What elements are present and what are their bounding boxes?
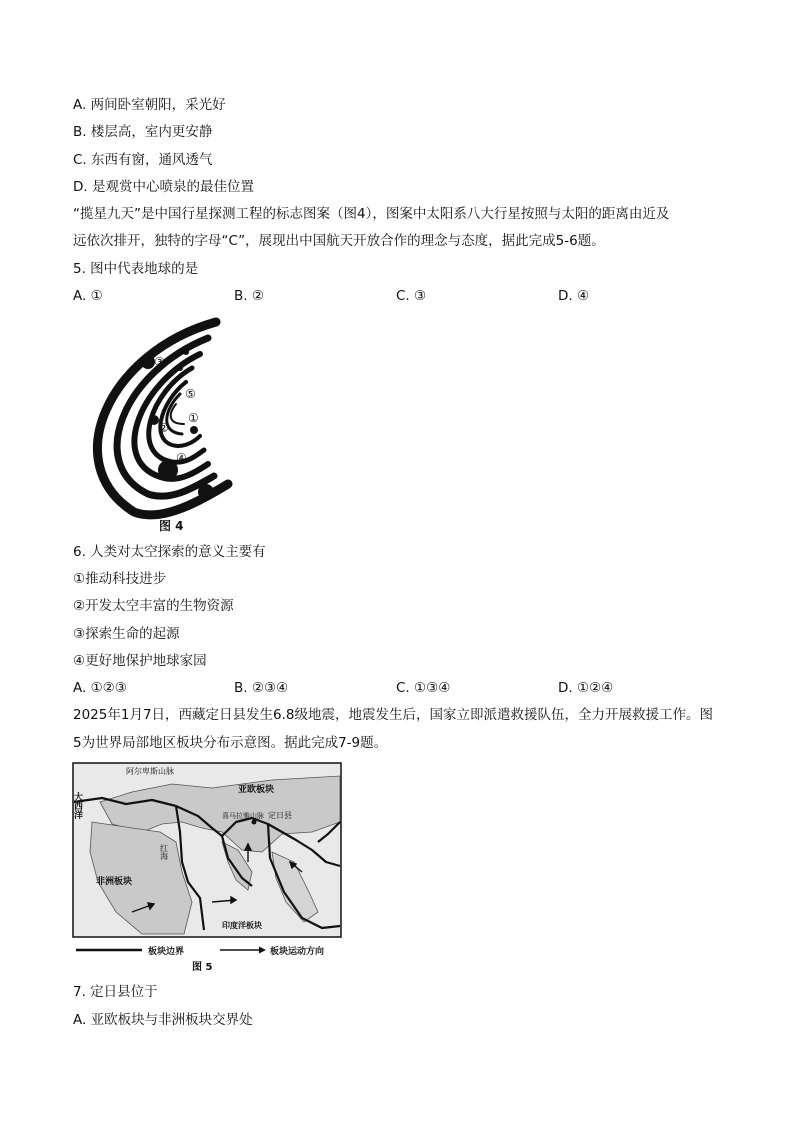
fig5-label-dingri: 定日县 bbox=[268, 811, 292, 820]
q6-option-d: D. ①②④ bbox=[558, 680, 614, 696]
q4-option-d: D. 是观赏中心喷泉的最佳位置 bbox=[73, 179, 254, 195]
q6-stem: 6. 人类对太空探索的意义主要有 bbox=[73, 544, 266, 560]
fig4-marker-1: ① bbox=[188, 411, 199, 425]
planet-dot-upper bbox=[141, 355, 155, 369]
figure-4-planet-arcs bbox=[68, 314, 236, 536]
legend-boundary-label: 板块边界 bbox=[148, 947, 185, 957]
fig5-caption: 图 5 bbox=[192, 962, 213, 973]
fig4-marker-3: ③ bbox=[154, 355, 165, 369]
planet-dot-small-top bbox=[177, 365, 183, 371]
passage2-line1: 2025年1月7日，西藏定日县发生6.8级地震，地震发生后，国家立即派遣救援队伍，全力开展救援工作。图 bbox=[73, 707, 714, 723]
passage2-line2: 5为世界局部地区板块分布示意图。据此完成7-9题。 bbox=[73, 735, 388, 751]
fig5-label-atlantic: 大西洋 bbox=[72, 792, 82, 819]
legend-motion-label: 板块运动方向 bbox=[270, 947, 325, 957]
q4-option-a: A. 两间卧室朝阳，采光好 bbox=[73, 97, 226, 113]
q5-stem: 5. 图中代表地球的是 bbox=[73, 261, 199, 277]
q6-item-4: ④更好地保护地球家园 bbox=[73, 653, 207, 669]
q5-option-d: D. ④ bbox=[558, 288, 590, 304]
q7-option-a: A. 亚欧板块与非洲板块交界处 bbox=[73, 1012, 253, 1028]
fig5-label-alps: 阿尔卑斯山脉 bbox=[126, 767, 174, 776]
fig5-label-himalaya: 喜马拉雅山脉 bbox=[222, 812, 264, 820]
planet-dot-small-upper bbox=[183, 349, 189, 355]
q7-stem: 7. 定日县位于 bbox=[73, 984, 158, 1000]
planet-dot-large bbox=[158, 460, 178, 480]
q5-option-a: A. ① bbox=[73, 288, 103, 304]
planet-dot-outer bbox=[198, 484, 214, 500]
q6-option-c: C. ①③④ bbox=[396, 680, 451, 696]
q6-item-1: ①推动科技进步 bbox=[73, 571, 167, 587]
fig4-marker-4: ④ bbox=[176, 451, 187, 465]
q4-option-c: C. 东西有窗，通风透气 bbox=[73, 152, 213, 168]
fig5-label-africa: 非洲板块 bbox=[96, 877, 133, 887]
q5-option-c: C. ③ bbox=[396, 288, 427, 304]
planet-dot-mid-right bbox=[190, 426, 198, 434]
passage1-line2: 远依次排开，独特的字母“C”，展现出中国航天开放合作的理念与态度，据此完成5-6题。 bbox=[73, 233, 605, 249]
q6-option-b: B. ②③④ bbox=[234, 680, 289, 696]
q6-item-3: ③探索生命的起源 bbox=[73, 626, 180, 642]
fig4-marker-5: ⑤ bbox=[185, 387, 196, 401]
q6-option-a: A. ①②③ bbox=[73, 680, 127, 696]
fig4-caption: 图 4 bbox=[159, 519, 184, 533]
passage1-line1: “揽星九天”是中国行星探测工程的标志图案（图4），图案中太阳系八大行星按照与太阳的距离由近及 bbox=[73, 206, 670, 222]
fig5-label-eurasia: 亚欧板块 bbox=[238, 785, 275, 795]
q6-item-2: ②开发太空丰富的生物资源 bbox=[73, 598, 234, 614]
fig5-label-indian: 印度洋板块 bbox=[222, 921, 262, 930]
dingri-location-dot bbox=[252, 820, 257, 825]
fig5-label-redsea: 红海 bbox=[159, 844, 169, 860]
legend-arrowhead-icon bbox=[259, 947, 266, 954]
figure-5-plate-map bbox=[72, 762, 342, 974]
q4-option-b: B. 楼层高，室内更安静 bbox=[73, 124, 213, 140]
q5-option-b: B. ② bbox=[234, 288, 264, 304]
fig4-marker-2: ② bbox=[158, 421, 169, 435]
